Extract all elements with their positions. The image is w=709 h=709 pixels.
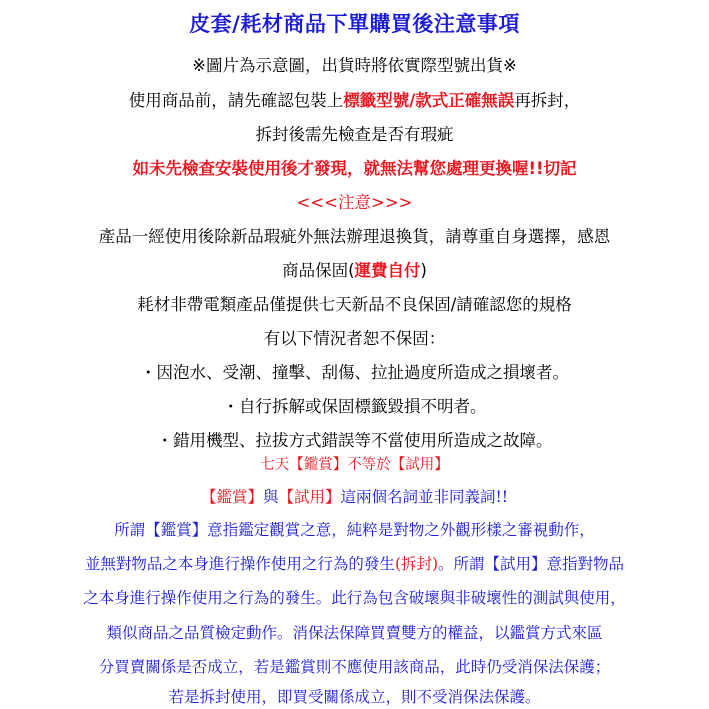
unseal-term: (拆封) — [394, 555, 439, 573]
check-label-highlight: 標籤型號/款式正確無誤 — [343, 91, 515, 110]
definition-line-1 — [0, 485, 709, 507]
page-title: 皮套/耗材商品下單購買後注意事項 — [189, 12, 520, 36]
definition-line-3 — [0, 552, 709, 574]
appreciation-term: 【鑑賞】 — [200, 488, 263, 506]
no-warranty-heading: 有以下情況者恕不保固： — [263, 329, 446, 348]
attention-heading: <<<注意>>> — [296, 193, 413, 212]
bullet-item: ・自行拆解或保固標籤毀損不明者。 — [222, 397, 487, 416]
definition-line-1-rest: 這兩個名詞並非同義詞!! — [340, 488, 508, 506]
warranty-post: ) — [420, 261, 427, 280]
trial-term: 【試用】 — [278, 488, 341, 506]
definition-line-7: 若是拆封使用，即買受關係成立，則不受消保法保護。 — [168, 688, 541, 706]
used-policy-line: 產品一經使用後除新品瑕疵外無法辦理退換貨，請尊重自身選擇，感恩 — [98, 227, 611, 246]
warranty-line — [0, 257, 709, 281]
consumable-line: 耗材非帶電類產品僅提供七天新品不良保固/請確認您的規格 — [137, 295, 572, 314]
definition-line-5: 類似商品之品質檢定動作。消保法保障買賣雙方的權益，以鑑賞方式來區 — [106, 624, 603, 642]
definition-line-2: 所謂【鑑賞】意指鑑定觀賞之意，純粹是對物之外觀形樣之審視動作， — [114, 521, 595, 539]
warning-line: 如未先檢查安裝使用後才發現，就無法幫您處理更換喔!!切記 — [132, 159, 577, 178]
warranty-pre: 商品保固( — [282, 261, 355, 280]
definition-line-6: 分買賣關係是否成立，若是鑑賞則不應使用該商品，此時仍受消保法保護； — [98, 658, 611, 676]
seven-day-note: 七天【鑑賞】不等於【試用】 — [260, 457, 449, 473]
definition-line-4: 之本身進行操作使用之行為的發生。此行為包含破壞與非破壞性的測試與使用， — [83, 589, 626, 607]
bullet-item: ・因泡水、受潮、撞擊、刮傷、拉扯過度所造成之損壞者。 — [140, 363, 569, 382]
check-label-post: 再拆封， — [514, 91, 581, 110]
inspect-line: 拆封後需先檢查是否有瑕疵 — [255, 125, 454, 144]
definition-line-3-a: 並無對物品之本身進行操作使用之行為的發生 — [84, 555, 395, 573]
warranty-shipping-highlight: 運費自付 — [354, 261, 421, 280]
definition-line-3-c: 。所謂【試用】意指對物品 — [438, 555, 625, 573]
check-label-pre: 使用商品前，請先確認包裝上 — [128, 91, 344, 110]
check-label-line — [0, 87, 709, 111]
bullet-item: ・錯用機型、拉拔方式錯誤等不當使用所造成之故障。 — [156, 431, 553, 450]
and-word: 與 — [263, 488, 279, 506]
image-note: ※圖片為示意圖，出貨時將依實際型號出貨※ — [192, 56, 517, 75]
